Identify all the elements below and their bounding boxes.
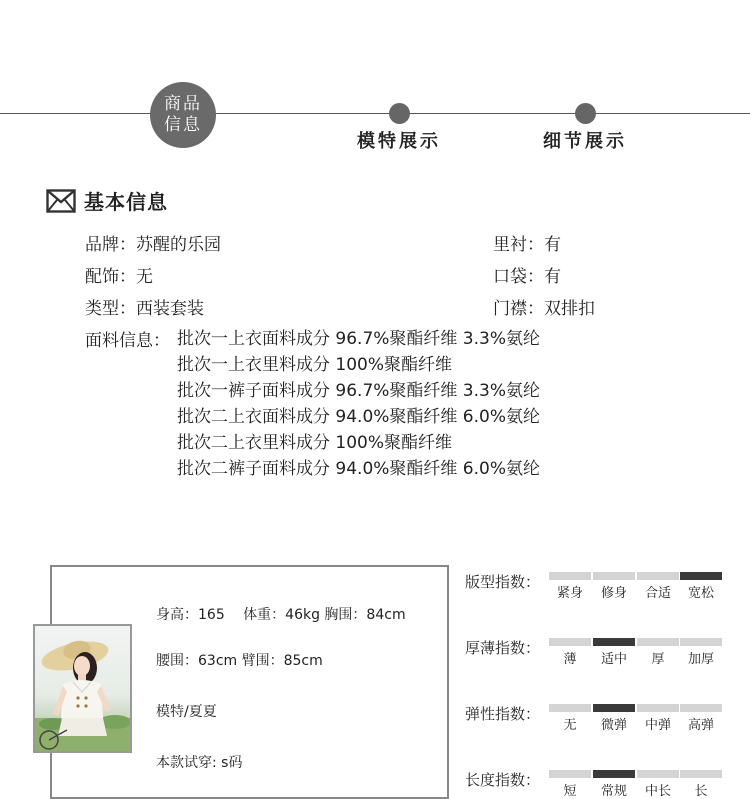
fit-index-bar bbox=[637, 572, 679, 580]
stretch-index-option: 无 bbox=[563, 718, 577, 733]
stretch-index-bar bbox=[680, 704, 722, 712]
fabric-list bbox=[177, 326, 540, 482]
fabric-line: 批次二裤子面料成分 94.0%聚酯纤维 6.0%氨纶 bbox=[177, 459, 541, 479]
fit-index-bar bbox=[593, 572, 635, 580]
type-info: 类型：西装套装 bbox=[85, 299, 204, 319]
nav-item-detail-show[interactable]: 细节展示 bbox=[543, 131, 627, 152]
lining-info: 里衬：有 bbox=[493, 235, 561, 255]
fit-index-bar bbox=[549, 572, 591, 580]
thickness-index-option: 加厚 bbox=[687, 652, 714, 667]
length-index-option: 常规 bbox=[600, 784, 627, 799]
accessory-info: 配饰：无 bbox=[85, 267, 153, 287]
stretch-index-bar bbox=[637, 704, 679, 712]
nav-item-model-show[interactable]: 模特展示 bbox=[357, 131, 441, 152]
stretch-index-title: 弹性指数： bbox=[465, 705, 541, 723]
length-index-bar bbox=[680, 770, 722, 778]
fabric-line: 批次一上衣面料成分 96.7%聚酯纤维 3.3%氨纶 bbox=[177, 329, 541, 349]
model-photo bbox=[33, 624, 132, 753]
thickness-index-option: 适中 bbox=[600, 652, 627, 667]
thickness-index-bar bbox=[680, 638, 722, 646]
length-index-option: 长 bbox=[694, 784, 708, 799]
fit-index-option: 紧身 bbox=[556, 586, 583, 601]
fabric-line: 批次二上衣面料成分 94.0%聚酯纤维 6.0%氨纶 bbox=[177, 407, 541, 427]
length-index-option: 短 bbox=[563, 784, 577, 799]
fit-index-option: 修身 bbox=[600, 586, 627, 601]
thickness-index-bar bbox=[593, 638, 635, 646]
model-name: 模特/夏夏 bbox=[156, 704, 217, 720]
nav-line bbox=[0, 113, 750, 114]
model-measurements-1: 身高：165 体重：46kg 胸围：84cm bbox=[156, 607, 406, 623]
length-index-bar bbox=[637, 770, 679, 778]
stretch-index-bar bbox=[549, 704, 591, 712]
length-index-bar bbox=[549, 770, 591, 778]
stretch-index-option: 高弹 bbox=[687, 718, 714, 733]
nav-item-product-info[interactable] bbox=[150, 82, 216, 148]
fabric-label: 面料信息： bbox=[85, 331, 170, 351]
fit-index-option: 合适 bbox=[644, 586, 671, 601]
envelope-icon bbox=[46, 189, 76, 213]
model-measurements-2: 腰围：63cm 臂围：85cm bbox=[156, 653, 323, 669]
nav-dot-model[interactable] bbox=[389, 103, 410, 124]
thickness-index-title: 厚薄指数： bbox=[465, 639, 541, 657]
length-index-title: 长度指数： bbox=[465, 771, 541, 789]
pocket-info: 口袋：有 bbox=[493, 267, 561, 287]
stretch-index-option: 微弹 bbox=[600, 718, 627, 733]
basic-info-header bbox=[46, 186, 168, 215]
model-size: 本款试穿: s码 bbox=[156, 755, 243, 771]
fabric-line: 批次一上衣里料成分 100%聚酯纤维 bbox=[177, 355, 453, 375]
length-index-bar bbox=[593, 770, 635, 778]
length-index-option: 中长 bbox=[644, 784, 671, 799]
fit-index-title: 版型指数： bbox=[465, 573, 541, 591]
stretch-index-bar bbox=[593, 704, 635, 712]
fit-index-bar bbox=[680, 572, 722, 580]
fit-index-option: 宽松 bbox=[687, 586, 714, 601]
fabric-line: 批次二上衣里料成分 100%聚酯纤维 bbox=[177, 433, 453, 453]
brand-info: 品牌：苏醒的乐园 bbox=[85, 235, 221, 255]
nav-dot-detail[interactable] bbox=[575, 103, 596, 124]
thickness-index-bar bbox=[549, 638, 591, 646]
thickness-index-option: 厚 bbox=[651, 652, 665, 667]
nav-active-line2: 信息 bbox=[164, 115, 202, 135]
thickness-index-option: 薄 bbox=[563, 652, 577, 667]
stretch-index-option: 中弹 bbox=[644, 718, 671, 733]
fabric-line: 批次一裤子面料成分 96.7%聚酯纤维 3.3%氨纶 bbox=[177, 381, 541, 401]
basic-info-title: 基本信息 bbox=[84, 190, 168, 214]
placket-info: 门襟：双排扣 bbox=[493, 299, 595, 319]
nav-active-line1: 商品 bbox=[164, 94, 202, 114]
thickness-index-bar bbox=[637, 638, 679, 646]
